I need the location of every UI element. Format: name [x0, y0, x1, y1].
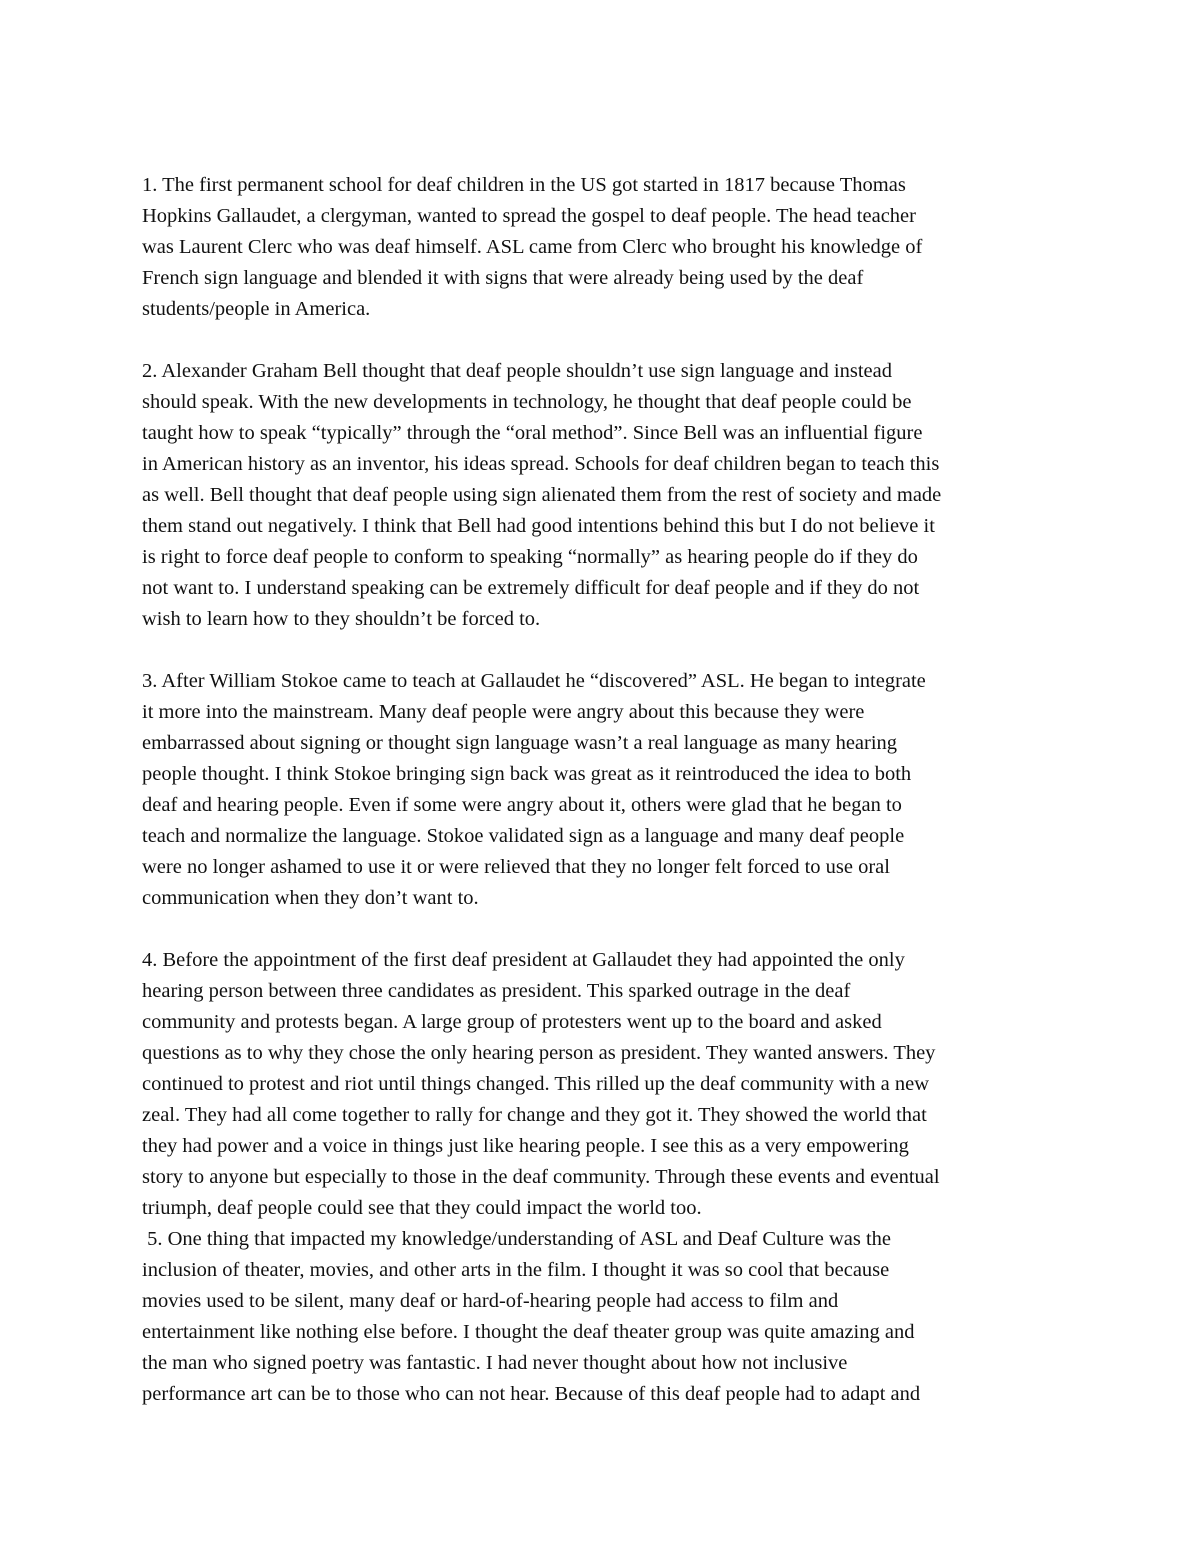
text-line: deaf and hearing people. Even if some were angry about it, others were glad that he began to [142, 794, 902, 816]
text-line: is right to force deaf people to conform to speaking “normally” as hearing people do if they do [142, 546, 918, 568]
paragraph-3 [142, 666, 1072, 914]
text-line: movies used to be silent, many deaf or hard-of-hearing people had access to film and [142, 1290, 839, 1312]
text-line: story to anyone but especially to those in the deaf community. Through these events and eventual [142, 1166, 940, 1188]
text-line: not want to. I understand speaking can be extremely difficult for deaf people and if they do not [142, 577, 920, 599]
text-line: 5. One thing that impacted my knowledge/understanding of ASL and Deaf Culture was the [142, 1228, 892, 1250]
text-line: 2. Alexander Graham Bell thought that deaf people shouldn’t use sign language and instead [142, 360, 892, 382]
text-line: 1. The first permanent school for deaf children in the US got started in 1817 because Thomas [142, 174, 906, 196]
text-line: 4. Before the appointment of the first deaf president at Gallaudet they had appointed the only [142, 949, 905, 971]
text-line: should speak. With the new developments in technology, he thought that deaf people could be [142, 391, 912, 413]
text-line: embarrassed about signing or thought sign language wasn’t a real language as many hearing [142, 732, 898, 754]
text-line: was Laurent Clerc who was deaf himself. ASL came from Clerc who brought his knowledge of [142, 236, 923, 258]
text-line: hearing person between three candidates as president. This sparked outrage in the deaf [142, 980, 851, 1002]
text-line: questions as to why they chose the only hearing person as president. They wanted answers. They [142, 1042, 936, 1064]
text-line: wish to learn how to they shouldn’t be forced to. [142, 608, 541, 630]
text-line: they had power and a voice in things just like hearing people. I see this as a very empowering [142, 1135, 909, 1157]
text-line: entertainment like nothing else before. I thought the deaf theater group was quite amazing and [142, 1321, 915, 1343]
text-line: it more into the mainstream. Many deaf people were angry about this because they were [142, 701, 865, 723]
text-line: triumph, deaf people could see that they could impact the world too. [142, 1197, 702, 1219]
paragraph-2 [142, 356, 1072, 635]
text-line: 3. After William Stokoe came to teach at Gallaudet he “discovered” ASL. He began to integrate [142, 670, 926, 692]
text-line: as well. Bell thought that deaf people using sign alienated them from the rest of society and made [142, 484, 942, 506]
text-line: inclusion of theater, movies, and other arts in the film. I thought it was so cool that because [142, 1259, 890, 1281]
paragraph-1 [142, 170, 1072, 325]
text-line: the man who signed poetry was fantastic. I had never thought about how not inclusive [142, 1352, 848, 1374]
text-line: students/people in America. [142, 298, 371, 320]
text-line: zeal. They had all come together to rally for change and they got it. They showed the world that [142, 1104, 927, 1126]
text-line: them stand out negatively. I think that Bell had good intentions behind this but I do not believe it [142, 515, 935, 537]
text-line: teach and normalize the language. Stokoe validated sign as a language and many deaf people [142, 825, 905, 847]
paragraph-4 [142, 945, 1072, 1224]
text-line: performance art can be to those who can not hear. Because of this deaf people had to adapt and [142, 1383, 921, 1405]
text-line: in American history as an inventor, his ideas spread. Schools for deaf children began to teach this [142, 453, 940, 475]
text-line: taught how to speak “typically” through the “oral method”. Since Bell was an influential figure [142, 422, 923, 444]
paragraph-5 [142, 1224, 1072, 1410]
text-line: people thought. I think Stokoe bringing sign back was great as it reintroduced the idea to both [142, 763, 912, 785]
text-line: communication when they don’t want to. [142, 887, 479, 909]
text-line: community and protests began. A large group of protesters went up to the board and asked [142, 1011, 882, 1033]
text-line: French sign language and blended it with signs that were already being used by the deaf [142, 267, 864, 289]
text-line: continued to protest and riot until things changed. This rilled up the deaf community with a new [142, 1073, 930, 1095]
document-body [142, 170, 1072, 1410]
text-line: Hopkins Gallaudet, a clergyman, wanted to spread the gospel to deaf people. The head teacher [142, 205, 916, 227]
text-line: were no longer ashamed to use it or were relieved that they no longer felt forced to use oral [142, 856, 890, 878]
